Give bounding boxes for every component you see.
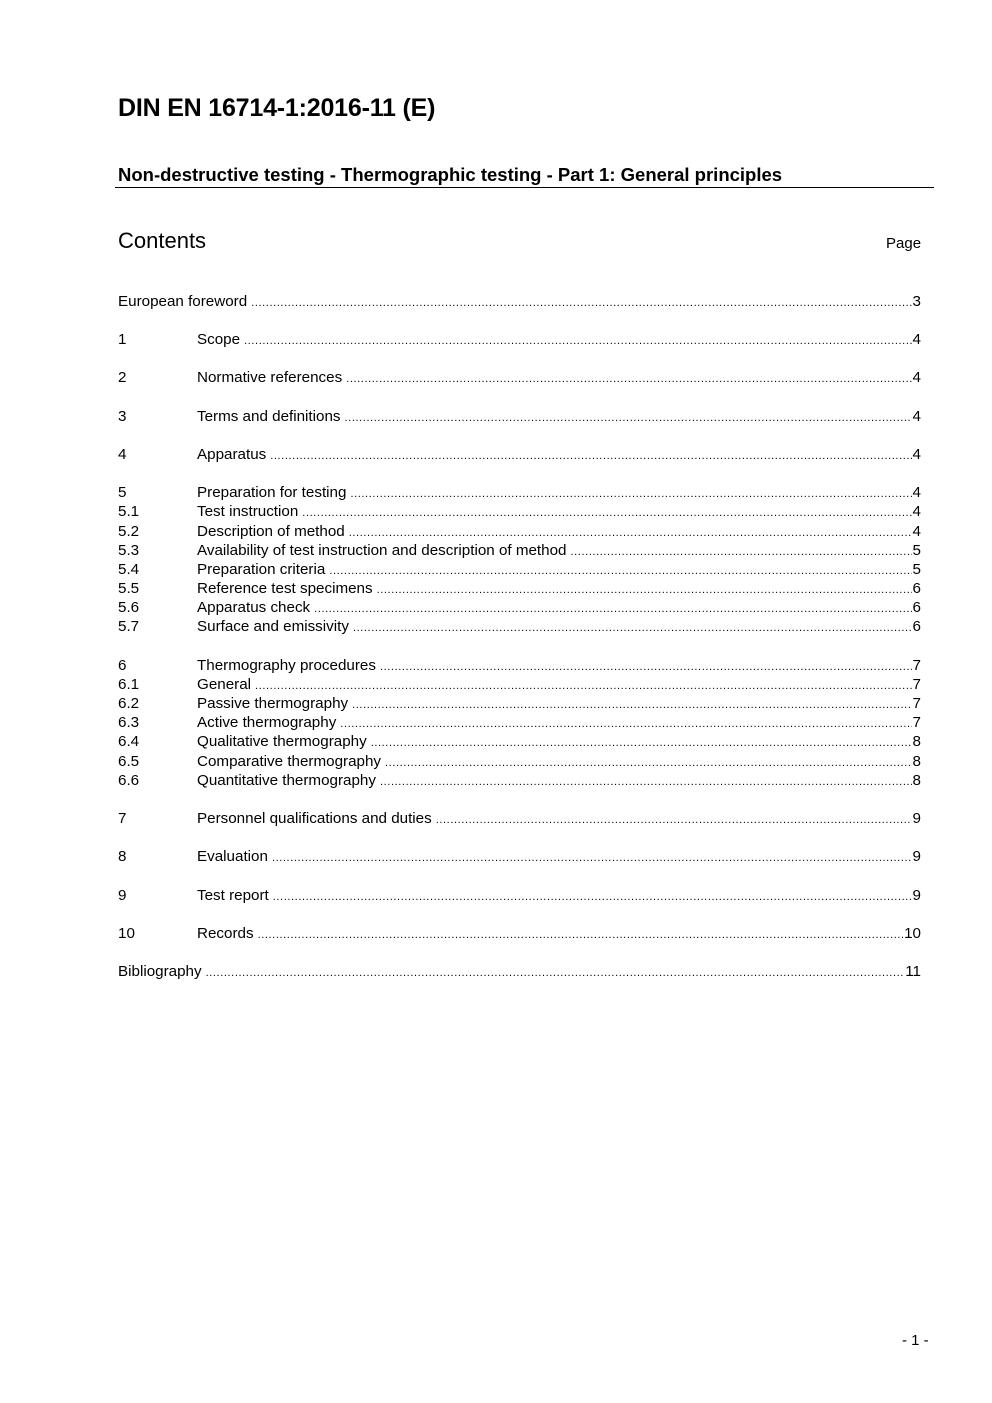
toc-entry-number: 8 — [118, 848, 127, 865]
toc-entry-5-6[interactable] — [118, 598, 921, 617]
toc-entry-number: 3 — [118, 408, 127, 425]
toc-leader-dots — [346, 370, 911, 389]
toc-entry-title: Qualitative thermography — [197, 733, 367, 750]
toc-entry-6-2[interactable] — [118, 694, 921, 713]
toc-entry-number: 6 — [118, 657, 127, 674]
toc-entry-4[interactable] — [118, 445, 921, 464]
toc-entry-number: 2 — [118, 369, 127, 386]
toc-entry-title: Personnel qualifications and duties — [197, 810, 432, 827]
toc-entry-page: 6 — [912, 599, 921, 616]
toc-entry-number: 5.6 — [118, 599, 140, 616]
toc-entry-title: Reference test specimens — [197, 580, 373, 597]
toc-entry-page: 4 — [912, 446, 921, 463]
toc-leader-dots — [272, 849, 912, 868]
toc-entry-title: Preparation criteria — [197, 561, 326, 578]
contents-heading: Contents — [118, 228, 207, 253]
footer-page-number: - 1 - — [902, 1332, 929, 1349]
toc-entry-page: 11 — [905, 963, 921, 980]
toc-entry-title: Apparatus — [197, 446, 267, 463]
toc-entry-5-3[interactable] — [118, 541, 921, 560]
toc-entry-number: 5.1 — [118, 503, 140, 520]
toc-leader-dots — [345, 409, 912, 428]
toc-entry-title: Availability of test instruction and description of method — [197, 542, 567, 559]
toc-entry-page: 5 — [912, 542, 921, 559]
toc-entry-number: 9 — [118, 887, 127, 904]
toc-entry-8[interactable] — [118, 847, 921, 866]
toc-entry-page: 8 — [912, 772, 921, 789]
toc-entry-number: 6.5 — [118, 753, 140, 770]
toc-entry-5-1[interactable] — [118, 502, 921, 521]
toc-entry-bibliography[interactable] — [118, 962, 921, 981]
toc-entry-page: 4 — [912, 484, 921, 501]
toc-entry-title: Comparative thermography — [197, 753, 382, 770]
toc-entry-page: 4 — [912, 523, 921, 540]
toc-entry-page: 8 — [912, 733, 921, 750]
toc-entry-10[interactable] — [118, 924, 921, 943]
toc-entry-page: 3 — [912, 293, 921, 310]
toc-entry-title: European foreword — [118, 293, 248, 310]
toc-entry-number: 6.1 — [118, 676, 140, 693]
toc-entry-page: 9 — [912, 848, 921, 865]
toc-entry-title: Active thermography — [197, 714, 337, 731]
toc-entry-number: 7 — [118, 810, 127, 827]
toc-entry-title: Bibliography — [118, 963, 202, 980]
toc-entry-number: 5.7 — [118, 618, 140, 635]
toc-entry-title: Evaluation — [197, 848, 268, 865]
toc-entry-number: 6.6 — [118, 772, 140, 789]
toc-entry-number: 5.5 — [118, 580, 140, 597]
toc-entry-6-6[interactable] — [118, 771, 921, 790]
toc-entry-title: Scope — [197, 331, 241, 348]
toc-entry-european-foreword[interactable] — [118, 292, 921, 311]
toc-entry-number: 6.4 — [118, 733, 140, 750]
toc-entry-page: 4 — [912, 369, 921, 386]
toc-entry-6-3[interactable] — [118, 713, 921, 732]
toc-entry-9[interactable] — [118, 886, 921, 905]
document-id: DIN EN 16714-1:2016-11 (E) — [118, 94, 436, 122]
toc-entry-title: Normative references — [197, 369, 343, 386]
toc-leader-dots — [244, 332, 911, 351]
toc-entry-page: 9 — [912, 810, 921, 827]
toc-entry-6-1[interactable] — [118, 675, 921, 694]
toc-entry-page: 4 — [912, 503, 921, 520]
toc-entry-5-2[interactable] — [118, 522, 921, 541]
toc-entry-page: 4 — [912, 331, 921, 348]
toc-leader-dots — [273, 888, 912, 907]
toc-entry-page: 7 — [912, 695, 921, 712]
document-title: Non-destructive testing - Thermographic testing - Part 1: General principles — [118, 164, 783, 185]
toc-entry-page: 9 — [912, 887, 921, 904]
toc-leader-dots — [206, 964, 905, 983]
toc-entry-number: 4 — [118, 446, 127, 463]
toc-leader-dots — [251, 294, 911, 313]
toc-entry-5-4[interactable] — [118, 560, 921, 579]
toc-entry-5-7[interactable] — [118, 617, 921, 636]
toc-entry-number: 5.3 — [118, 542, 140, 559]
toc-entry-title: Test report — [197, 887, 269, 904]
toc-entry-title: Preparation for testing — [197, 484, 347, 501]
toc-entry-number: 10 — [118, 925, 135, 942]
toc-entry-number: 5.2 — [118, 523, 140, 540]
toc-entry-title: Quantitative thermography — [197, 772, 376, 789]
toc-entry-3[interactable] — [118, 407, 921, 426]
toc-entry-page: 4 — [912, 408, 921, 425]
toc-entry-number: 5 — [118, 484, 127, 501]
toc-entry-page: 5 — [912, 561, 921, 578]
toc-entry-title: Thermography procedures — [197, 657, 376, 674]
toc-entry-number: 6.3 — [118, 714, 140, 731]
toc-entry-5[interactable] — [118, 483, 921, 502]
toc-entry-title: General — [197, 676, 252, 693]
toc-entry-page: 8 — [912, 753, 921, 770]
toc-entry-title: Description of method — [197, 523, 345, 540]
toc-entry-title: Terms and definitions — [197, 408, 341, 425]
toc-entry-5-5[interactable] — [118, 579, 921, 598]
toc-leader-dots — [371, 734, 912, 753]
toc-leader-dots — [258, 926, 904, 945]
toc-entry-title: Apparatus check — [197, 599, 311, 616]
toc-leader-dots — [270, 447, 911, 466]
toc-entry-6-4[interactable] — [118, 732, 921, 751]
toc-entry-title: Surface and emissivity — [197, 618, 349, 635]
toc-entry-6-5[interactable] — [118, 752, 921, 771]
toc-entry-page: 7 — [912, 676, 921, 693]
toc-entry-page: 10 — [904, 925, 921, 942]
toc-leader-dots — [353, 619, 912, 638]
toc-entry-6[interactable] — [118, 656, 921, 675]
toc-leader-dots — [380, 773, 912, 792]
toc-entry-title: Test instruction — [197, 503, 299, 520]
toc-entry-number: 6.2 — [118, 695, 140, 712]
toc-entry-title: Passive thermography — [197, 695, 349, 712]
toc-entry-number: 1 — [118, 331, 127, 348]
toc-entry-page: 6 — [912, 618, 921, 635]
toc-entry-page: 7 — [912, 714, 921, 731]
toc-entry-title: Records — [197, 925, 254, 942]
toc-entry-7[interactable] — [118, 809, 921, 828]
title-rule — [115, 187, 934, 188]
toc-entry-page: 6 — [912, 580, 921, 597]
toc-entry-2[interactable] — [118, 368, 921, 387]
toc-entry-page: 7 — [912, 657, 921, 674]
toc-entry-1[interactable] — [118, 330, 921, 349]
toc-leader-dots — [436, 811, 912, 830]
toc-entry-number: 5.4 — [118, 561, 140, 578]
page-column-heading: Page — [886, 235, 922, 252]
toc-leader-dots — [302, 504, 911, 523]
